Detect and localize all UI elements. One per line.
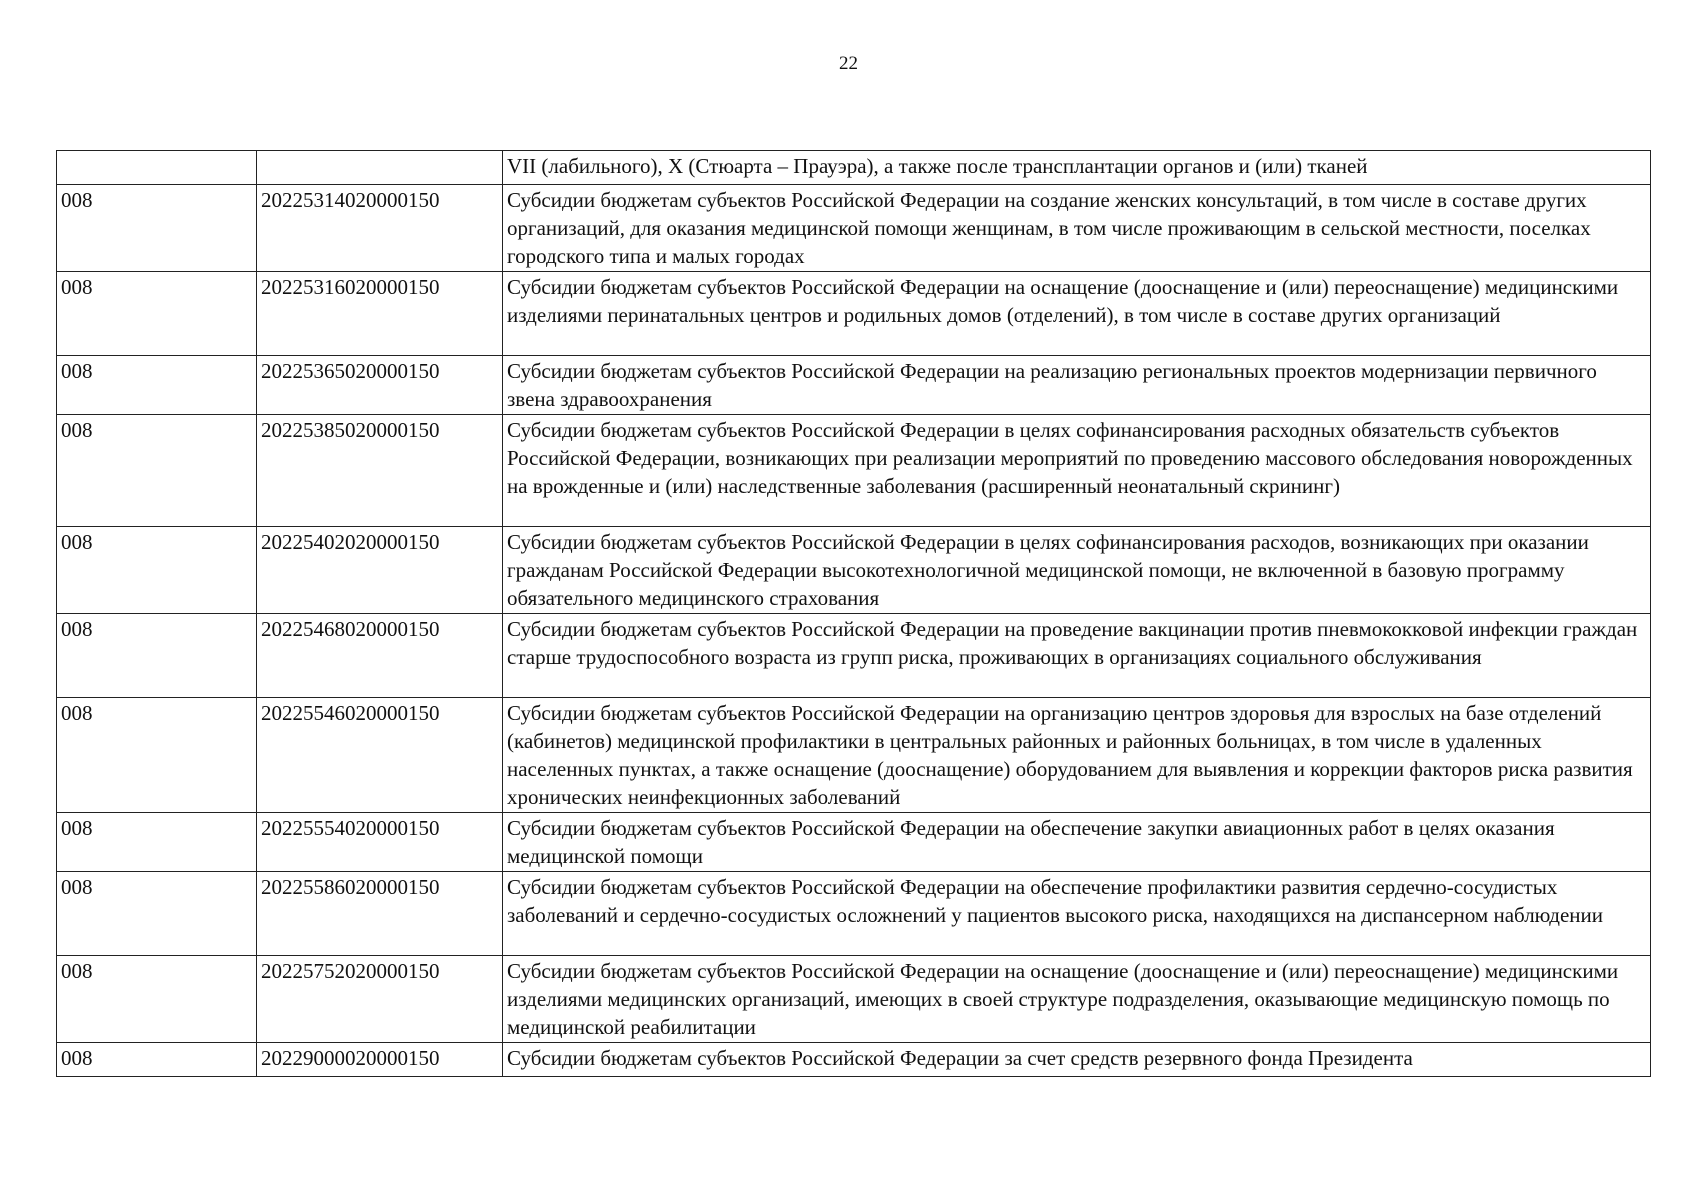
table-row [57,185,1651,272]
budget-classification-code-cell: 20229000020000150 [257,1043,503,1077]
admin-code-cell: 008 [57,1043,257,1077]
budget-classification-code-cell: 20225314020000150 [257,185,503,272]
budget-classification-code-cell: 20225752020000150 [257,956,503,1043]
table-row [57,956,1651,1043]
revenue-name-cell: Субсидии бюджетам субъектов Российской Федерации в целях софинансирования расходных обязательств субъектов Российской Федерации, возникающих при реализации мероприятий по проведению массового обследования новорожденных на врожденные и (или) наследственные заболевания (расширенный неонатальный скрининг) [503,415,1651,527]
table-row [57,527,1651,614]
table-row [57,872,1651,956]
admin-code-cell: 008 [57,614,257,698]
revenue-name-cell: VII (лабильного), X (Стюарта – Прауэра), а также после трансплантации органов и (или) тканей [503,151,1651,185]
budget-classification-code-cell: 20225385020000150 [257,415,503,527]
admin-code-cell: 008 [57,527,257,614]
budget-classification-code-cell: 20225586020000150 [257,872,503,956]
admin-code-cell: 008 [57,415,257,527]
budget-classification-code-cell: 20225316020000150 [257,272,503,356]
table-row [57,614,1651,698]
admin-code-cell: 008 [57,956,257,1043]
revenue-name-cell: Субсидии бюджетам субъектов Российской Федерации на обеспечение профилактики развития сердечно-сосудистых заболеваний и сердечно-сосудистых осложнений у пациентов высокого риска, находящихся на диспансерном наблюдении [503,872,1651,956]
table-row [57,151,1651,185]
table-row [57,356,1651,415]
table-row [57,415,1651,527]
revenue-name-cell: Субсидии бюджетам субъектов Российской Федерации на создание женских консультаций, в том числе в составе других организаций, для оказания медицинской помощи женщинам, в том числе проживающим в сельской местности, поселках городского типа и малых городах [503,185,1651,272]
revenue-name-cell: Субсидии бюджетам субъектов Российской Федерации за счет средств резервного фонда Президента [503,1043,1651,1077]
admin-code-cell [57,151,257,185]
table-row [57,813,1651,872]
admin-code-cell: 008 [57,872,257,956]
table-body [57,151,1651,1077]
budget-classification-code-cell: 20225468020000150 [257,614,503,698]
budget-classification-code-cell [257,151,503,185]
admin-code-cell: 008 [57,698,257,813]
revenue-name-cell: Субсидии бюджетам субъектов Российской Федерации на обеспечение закупки авиационных работ в целях оказания медицинской помощи [503,813,1651,872]
revenue-name-cell: Субсидии бюджетам субъектов Российской Федерации на реализацию региональных проектов модернизации первичного звена здравоохранения [503,356,1651,415]
budget-codes-table [56,150,1651,1077]
revenue-name-cell: Субсидии бюджетам субъектов Российской Федерации в целях софинансирования расходов, возникающих при оказании гражданам Российской Федерации высокотехнологичной медицинской помощи, не включенной в базовую программу обязательного медицинского страхования [503,527,1651,614]
revenue-name-cell: Субсидии бюджетам субъектов Российской Федерации на оснащение (дооснащение и (или) переоснащение) медицинскими изделиями медицинских организаций, имеющих в своей структуре подразделения, оказывающие медицинскую помощь по медицинской реабилитации [503,956,1651,1043]
budget-classification-code-cell: 20225554020000150 [257,813,503,872]
budget-classification-code-cell: 20225402020000150 [257,527,503,614]
table-row [57,1043,1651,1077]
revenue-name-cell: Субсидии бюджетам субъектов Российской Федерации на проведение вакцинации против пневмококковой инфекции граждан старше трудоспособного возраста из групп риска, проживающих в организациях социального обслуживания [503,614,1651,698]
budget-classification-code-cell: 20225546020000150 [257,698,503,813]
admin-code-cell: 008 [57,272,257,356]
table-row [57,698,1651,813]
admin-code-cell: 008 [57,813,257,872]
page-number: 22 [839,53,858,74]
budget-classification-code-cell: 20225365020000150 [257,356,503,415]
admin-code-cell: 008 [57,356,257,415]
revenue-name-cell: Субсидии бюджетам субъектов Российской Федерации на оснащение (дооснащение и (или) переоснащение) медицинскими изделиями перинатальных центров и родильных домов (отделений), в том числе в составе других организаций [503,272,1651,356]
table-row [57,272,1651,356]
revenue-name-cell: Субсидии бюджетам субъектов Российской Федерации на организацию центров здоровья для взрослых на базе отделений (кабинетов) медицинской профилактики в центральных районных и районных больницах, в том числе в удаленных населенных пунктах, а также оснащение (дооснащение) оборудованием для выявления и коррекции факторов риска развития хронических неинфекционных заболеваний [503,698,1651,813]
admin-code-cell: 008 [57,185,257,272]
